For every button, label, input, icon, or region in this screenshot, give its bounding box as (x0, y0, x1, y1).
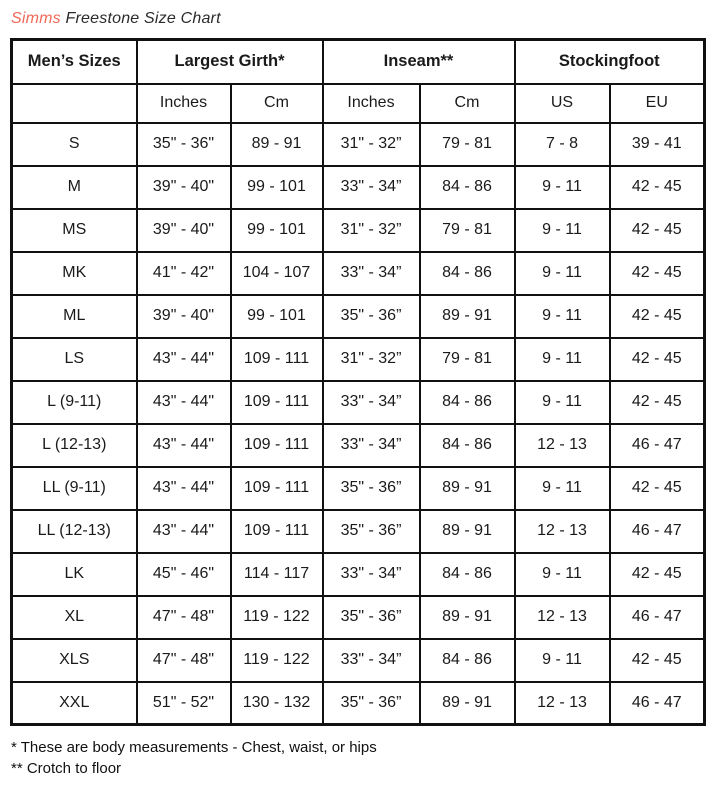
value-cell: 89 - 91 (420, 596, 515, 639)
size-label-cell: ML (12, 295, 137, 338)
size-label-cell: XLS (12, 639, 137, 682)
value-cell: 39 - 41 (610, 123, 705, 166)
value-cell: 9 - 11 (515, 553, 610, 596)
value-cell: 35" - 36” (323, 510, 420, 553)
footnotes (11, 737, 703, 779)
header-largest-girth: Largest Girth* (137, 40, 323, 84)
brand-name: Simms (11, 10, 61, 27)
table-row (12, 639, 705, 682)
value-cell: 46 - 47 (610, 596, 705, 639)
unit-inseam-cm: Cm (420, 84, 515, 123)
unit-stockingfoot-us: US (515, 84, 610, 123)
value-cell: 42 - 45 (610, 381, 705, 424)
value-cell: 99 - 101 (231, 166, 323, 209)
value-cell: 51" - 52" (137, 682, 231, 725)
value-cell: 12 - 13 (515, 596, 610, 639)
value-cell: 31" - 32” (323, 209, 420, 252)
size-label-cell: MS (12, 209, 137, 252)
value-cell: 109 - 111 (231, 338, 323, 381)
value-cell: 43" - 44" (137, 467, 231, 510)
size-table-body (12, 123, 705, 725)
size-label-cell: XL (12, 596, 137, 639)
value-cell: 47" - 48" (137, 596, 231, 639)
value-cell: 35" - 36” (323, 596, 420, 639)
table-row (12, 510, 705, 553)
value-cell: 42 - 45 (610, 467, 705, 510)
table-row (12, 424, 705, 467)
value-cell: 89 - 91 (420, 467, 515, 510)
unit-stockingfoot-eu: EU (610, 84, 705, 123)
value-cell: 41" - 42" (137, 252, 231, 295)
value-cell: 39" - 40" (137, 295, 231, 338)
footnote-girth: * These are body measurements - Chest, waist, or hips (11, 739, 377, 756)
value-cell: 42 - 45 (610, 252, 705, 295)
value-cell: 42 - 45 (610, 338, 705, 381)
table-row (12, 553, 705, 596)
size-label-cell: L (9-11) (12, 381, 137, 424)
size-label-cell: LS (12, 338, 137, 381)
value-cell: 104 - 107 (231, 252, 323, 295)
value-cell: 79 - 81 (420, 123, 515, 166)
value-cell: 109 - 111 (231, 467, 323, 510)
value-cell: 39" - 40" (137, 166, 231, 209)
value-cell: 9 - 11 (515, 639, 610, 682)
value-cell: 33" - 34” (323, 424, 420, 467)
size-label-cell: L (12-13) (12, 424, 137, 467)
unit-inseam-inches: Inches (323, 84, 420, 123)
value-cell: 99 - 101 (231, 295, 323, 338)
value-cell: 84 - 86 (420, 424, 515, 467)
value-cell: 9 - 11 (515, 381, 610, 424)
size-label-cell: MK (12, 252, 137, 295)
size-label-cell: LL (12-13) (12, 510, 137, 553)
value-cell: 31" - 32” (323, 338, 420, 381)
size-label-cell: S (12, 123, 137, 166)
value-cell: 33" - 34” (323, 166, 420, 209)
value-cell: 12 - 13 (515, 424, 610, 467)
value-cell: 46 - 47 (610, 682, 705, 725)
table-header (12, 40, 705, 123)
value-cell: 42 - 45 (610, 639, 705, 682)
value-cell: 9 - 11 (515, 252, 610, 295)
unit-girth-inches: Inches (137, 84, 231, 123)
value-cell: 79 - 81 (420, 209, 515, 252)
value-cell: 12 - 13 (515, 682, 610, 725)
value-cell: 7 - 8 (515, 123, 610, 166)
table-row (12, 166, 705, 209)
value-cell: 84 - 86 (420, 381, 515, 424)
page-title (11, 10, 703, 28)
value-cell: 42 - 45 (610, 553, 705, 596)
table-row (12, 252, 705, 295)
value-cell: 35" - 36” (323, 467, 420, 510)
header-stockingfoot: Stockingfoot (515, 40, 705, 84)
value-cell: 43" - 44" (137, 510, 231, 553)
value-cell: 109 - 111 (231, 424, 323, 467)
value-cell: 89 - 91 (420, 682, 515, 725)
table-row (12, 209, 705, 252)
table-row (12, 596, 705, 639)
value-cell: 84 - 86 (420, 252, 515, 295)
value-cell: 84 - 86 (420, 166, 515, 209)
header-group-row (12, 40, 705, 84)
value-cell: 9 - 11 (515, 209, 610, 252)
footnote-inseam: ** Crotch to floor (11, 760, 122, 777)
header-inseam: Inseam** (323, 40, 515, 84)
unit-blank-cell (12, 84, 137, 123)
table-row (12, 682, 705, 725)
value-cell: 33" - 34” (323, 553, 420, 596)
header-units-row (12, 84, 705, 123)
size-label-cell: M (12, 166, 137, 209)
value-cell: 9 - 11 (515, 295, 610, 338)
value-cell: 33" - 34” (323, 252, 420, 295)
value-cell: 79 - 81 (420, 338, 515, 381)
value-cell: 99 - 101 (231, 209, 323, 252)
header-mens-sizes: Men’s Sizes (12, 40, 137, 84)
value-cell: 114 - 117 (231, 553, 323, 596)
table-row (12, 467, 705, 510)
value-cell: 39" - 40" (137, 209, 231, 252)
value-cell: 130 - 132 (231, 682, 323, 725)
value-cell: 46 - 47 (610, 424, 705, 467)
value-cell: 35" - 36" (137, 123, 231, 166)
size-label-cell: LK (12, 553, 137, 596)
value-cell: 89 - 91 (420, 510, 515, 553)
value-cell: 9 - 11 (515, 166, 610, 209)
value-cell: 109 - 111 (231, 510, 323, 553)
value-cell: 33" - 34” (323, 381, 420, 424)
value-cell: 119 - 122 (231, 596, 323, 639)
value-cell: 42 - 45 (610, 209, 705, 252)
page-title-text: Freestone Size Chart (65, 10, 221, 27)
value-cell: 46 - 47 (610, 510, 705, 553)
value-cell: 35" - 36” (323, 682, 420, 725)
value-cell: 33" - 34” (323, 639, 420, 682)
value-cell: 47" - 48" (137, 639, 231, 682)
size-label-cell: LL (9-11) (12, 467, 137, 510)
value-cell: 42 - 45 (610, 295, 705, 338)
value-cell: 9 - 11 (515, 338, 610, 381)
table-row (12, 295, 705, 338)
value-cell: 84 - 86 (420, 639, 515, 682)
value-cell: 9 - 11 (515, 467, 610, 510)
unit-girth-cm: Cm (231, 84, 323, 123)
value-cell: 43" - 44" (137, 381, 231, 424)
value-cell: 89 - 91 (420, 295, 515, 338)
value-cell: 31" - 32” (323, 123, 420, 166)
value-cell: 45" - 46" (137, 553, 231, 596)
value-cell: 84 - 86 (420, 553, 515, 596)
value-cell: 12 - 13 (515, 510, 610, 553)
table-row (12, 338, 705, 381)
table-row (12, 381, 705, 424)
value-cell: 43" - 44" (137, 424, 231, 467)
value-cell: 89 - 91 (231, 123, 323, 166)
value-cell: 42 - 45 (610, 166, 705, 209)
value-cell: 35" - 36” (323, 295, 420, 338)
value-cell: 119 - 122 (231, 639, 323, 682)
size-chart-table (10, 38, 706, 726)
value-cell: 109 - 111 (231, 381, 323, 424)
size-label-cell: XXL (12, 682, 137, 725)
value-cell: 43" - 44" (137, 338, 231, 381)
table-row (12, 123, 705, 166)
